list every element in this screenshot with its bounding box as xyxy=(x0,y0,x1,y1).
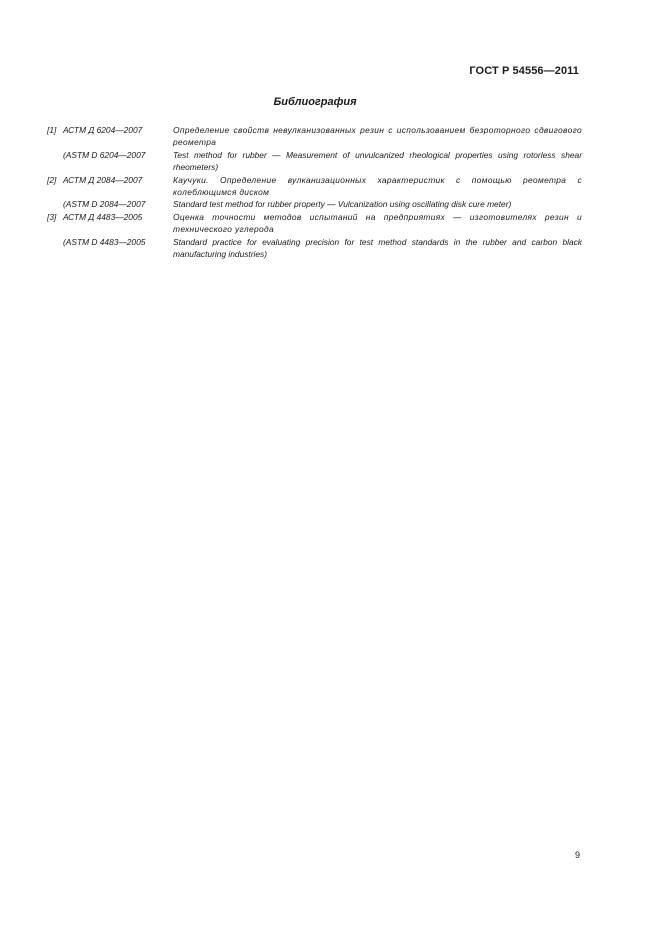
bibliography-entry xyxy=(47,198,582,210)
entry-standard: (ASTM D 6204—2007 xyxy=(63,149,146,160)
bibliography-entry xyxy=(47,149,582,174)
document-code: ГОСТ Р 54556—2011 xyxy=(469,65,579,77)
section-title: Библиография xyxy=(273,96,357,108)
bibliography-entry xyxy=(47,174,582,199)
page-number: 9 xyxy=(574,850,580,860)
entry-number: [2] xyxy=(47,174,57,185)
entry-description: Каучуки. Определение вулканизационных характеристик с помощью реометра с колеблющимся диском xyxy=(173,174,582,198)
entry-description: Определение свойств невулканизованных резин с использованием безроторного сдвигового реометра xyxy=(173,125,582,148)
entry-standard: (ASTM D 4483—2005 xyxy=(63,236,146,247)
entry-standard: (ASTM D 2084—2007 xyxy=(63,199,146,210)
entry-number: [3] xyxy=(47,211,57,222)
entry-description: Test method for rubber — Measurement of unvulcanized rheological properties using rotorless shear rheometers) xyxy=(173,149,582,173)
bibliography-entry xyxy=(47,236,582,261)
bibliography-entry xyxy=(47,124,582,149)
entry-description: Standard practice for evaluating precision for test method standards in the rubber and carbon black manufacturing industries) xyxy=(173,236,582,260)
entry-standard: АСТМ Д 6204—2007 xyxy=(63,125,143,135)
bibliography-list xyxy=(47,124,582,260)
bibliography-entry xyxy=(47,211,582,236)
entry-standard: АСТМ Д 4483—2005 xyxy=(63,211,143,222)
entry-description: Standard test method for rubber property — Vulcanization using oscillating disk cure meter) xyxy=(173,199,512,210)
entry-description: Оценка точности методов испытаний на предприятиях — изготовителях резин и технического углерода xyxy=(173,211,582,235)
entry-number: [1] xyxy=(47,125,57,135)
entry-standard: АСТМ Д 2084—2007 xyxy=(63,174,143,185)
